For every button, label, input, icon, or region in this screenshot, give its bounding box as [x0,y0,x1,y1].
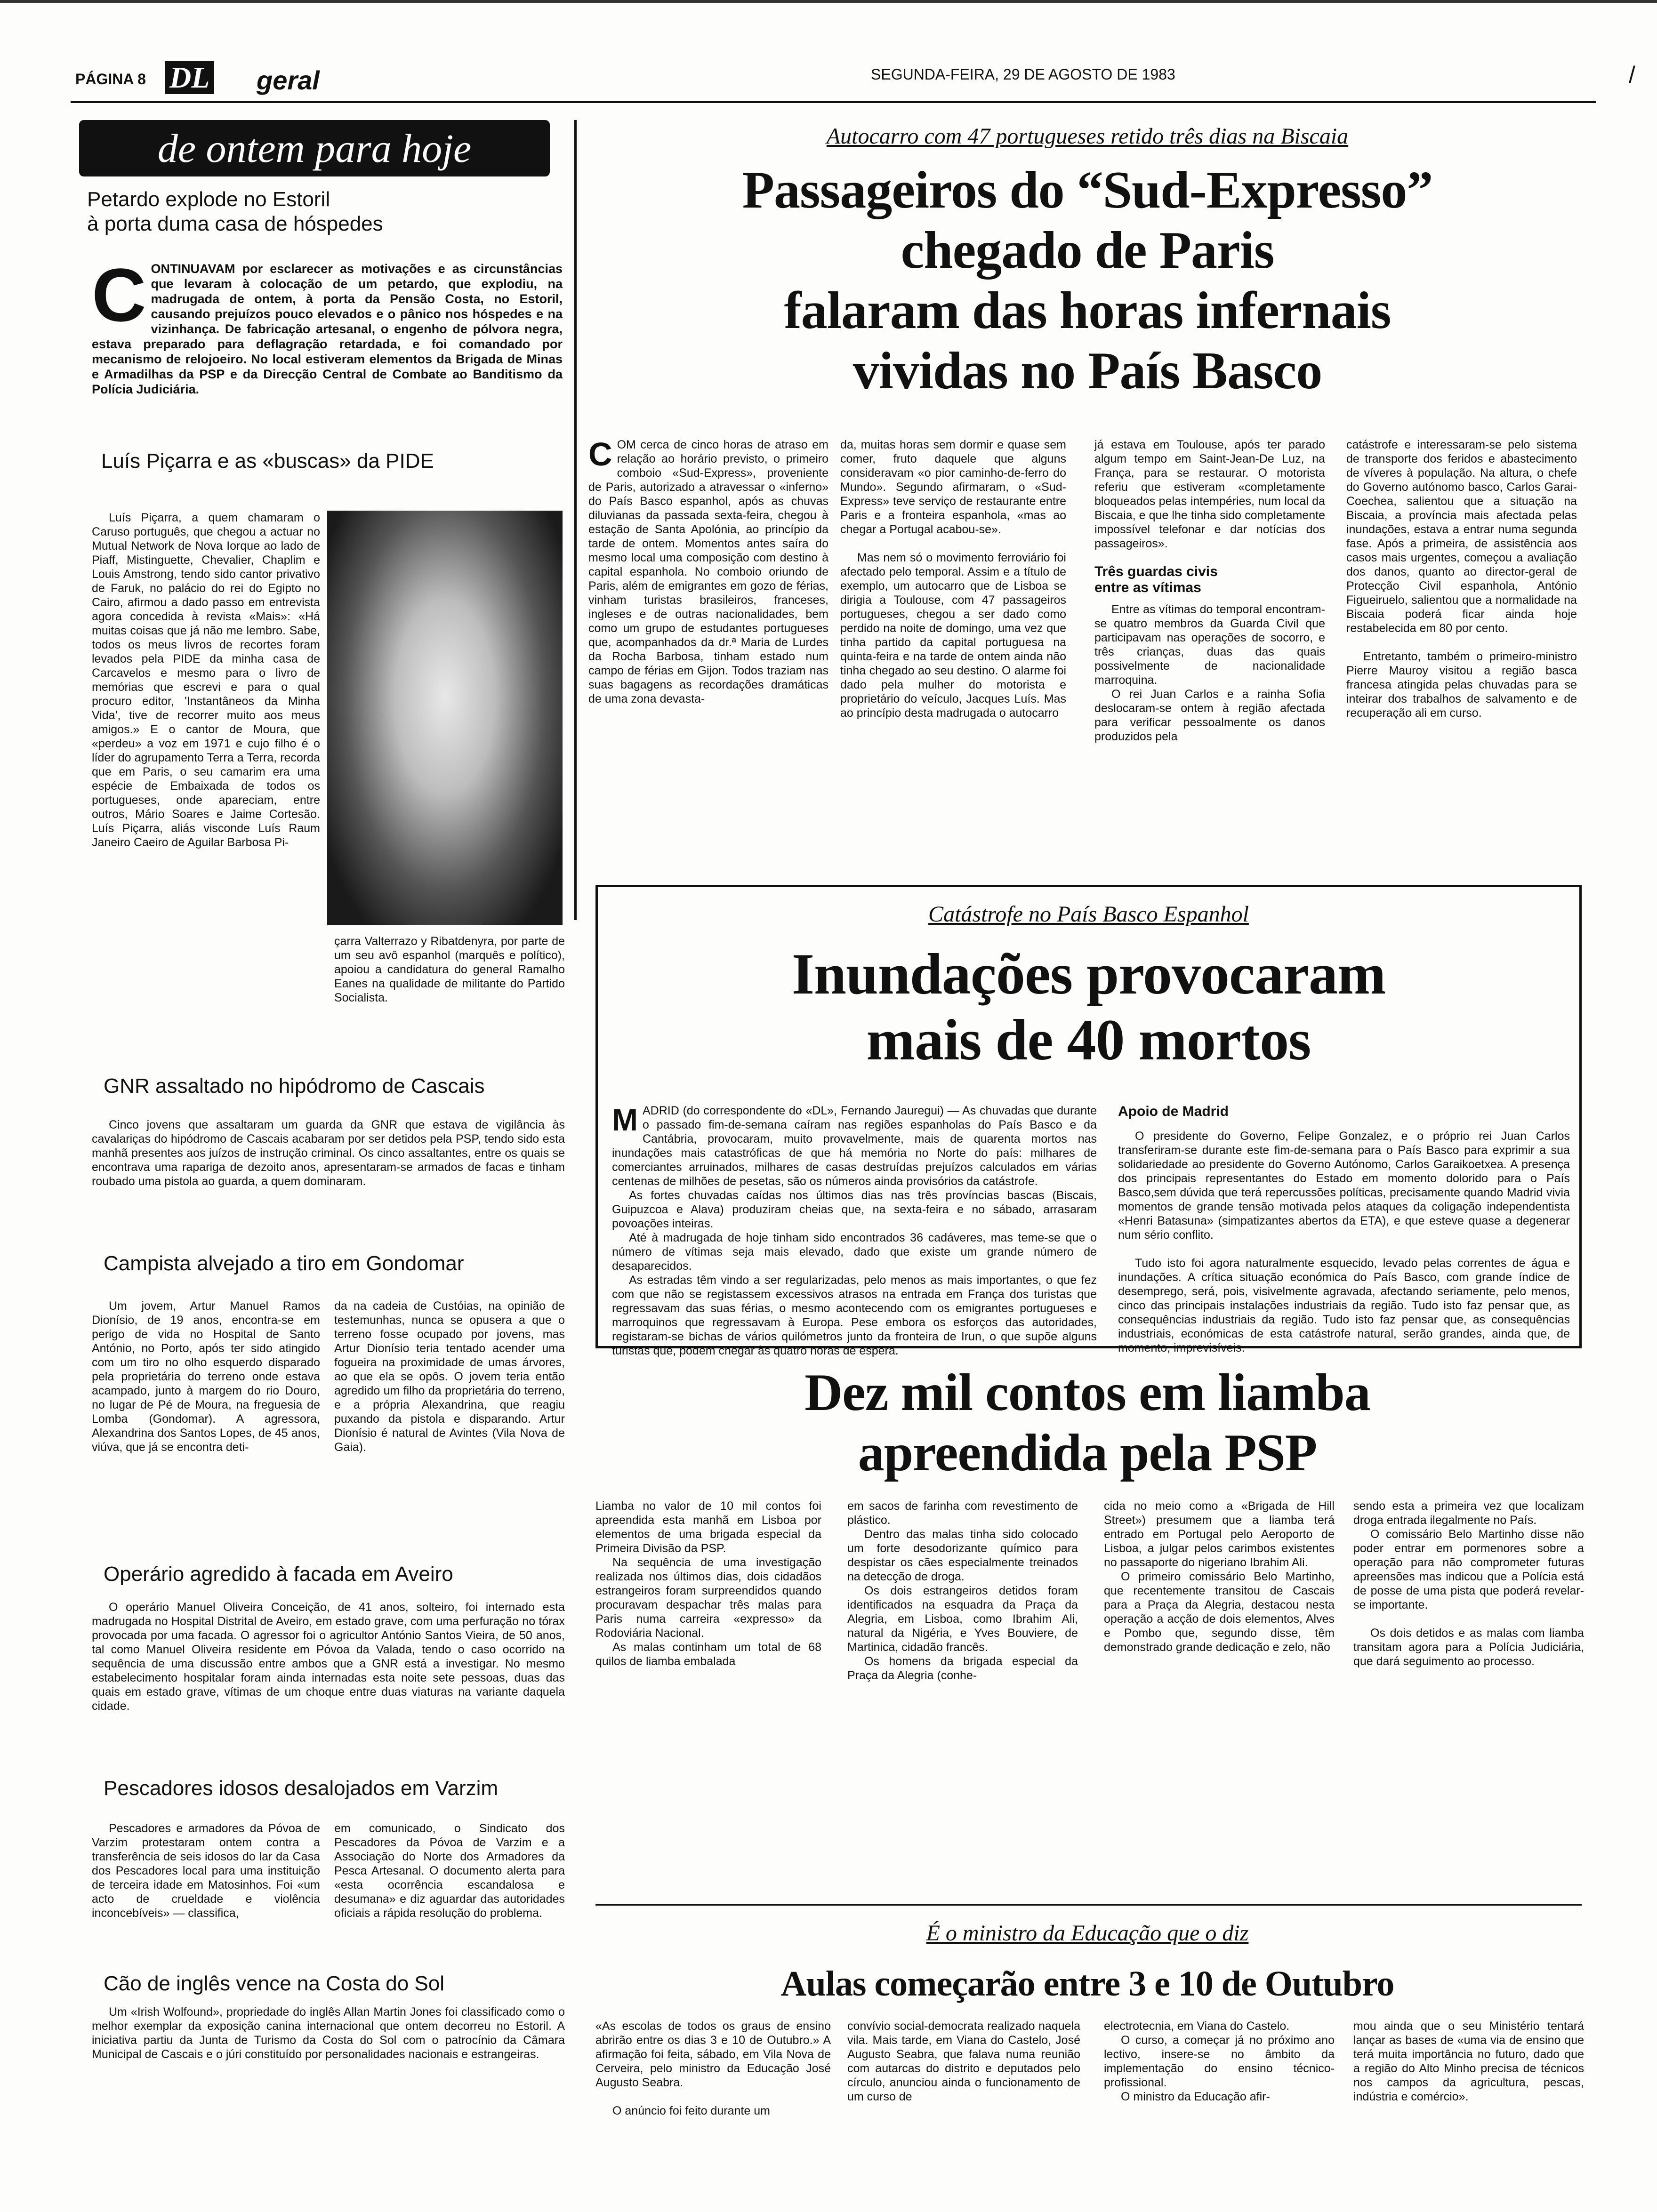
sud-col-1 [588,438,828,706]
section-name: geral [257,65,320,95]
aulas-col-3 [1104,2019,1335,2104]
story-petardo-title: Petardo explode no Estoril à porta duma casa de hóspedes [87,188,383,235]
newspaper-logo: DL [165,61,214,94]
sud-col-2 [840,438,1066,720]
liamba-col-2 [847,1499,1078,1683]
story-pescadores-text-b: em comunicado, o Sindicato dos Pescadores da Póvoa de Varzim e a Associação do Norte dos Armadores da Pesca Artesanal. O documento alerta para «esta ocorrência escandalosa e desumana» e diz aguardar das autoridades oficiais a rápida resolução do problema. [334,1822,565,1920]
story-picarra-col-left [92,511,320,850]
story-operario-col [92,1600,565,1713]
aulas-col2a: convívio social-democrata realizado naquela vila. Mais tarde, em Viana do Castelo, José Augusto Seabra, que falava numa reunião com autarcas do distrito e deputados pelo círculo, anunciou ainda o funcionamento de um curso de [847,2020,1080,2103]
aulas-col4a: mou ainda que o seu Ministério tentará lançar as bases de «uma via de ensino que terá muita importância no futuro, dado que a região do Alto Minho precisa de técnicos nos campos da agricultura, pescas, indústria e comércio». [1353,2020,1584,2103]
aulas-headline: Aulas começarão entre 3 e 10 de Outubro [780,1964,1394,2004]
story-gnr-col [92,1118,565,1188]
dropcap-m: M [612,1102,638,1137]
flood-subhead-apoio: Apoio de Madrid [1118,1104,1229,1119]
story-picarra-text-b: çarra Valterrazo y Ribatdenyra, por parte de um seu avô espanhol (marquês e político), apoiou a candidatura do general Ramalho Eanes na qualidade de militante do Partido Socialista. [334,935,565,1004]
flood-col1d: As estradas têm vindo a ser regularizadas, pelo menos as mais importantes, o que fez com que não se registassem excessivos atrasos na entrada em França dos turistas que regressavam das suas férias, o mesmo acontecendo com os emigrantes portugueses e marroquinos que regressavam à Europa. Pese embora os esforços das autoridades, registaram-se bichas de vários quilómetros junto da fronteira de Irun, o que supõe alguns turistas que, podem chegar às quatro horas de espera. [612,1274,1097,1357]
story-pescadores-col-right [334,1821,565,1920]
sud-col4a: catástrofe e interessaram-se pelo sistema de transporte dos feridos e abastecimento de víveres à população. Na altura, o chefe do Governo autónomo basco, Carlos Garai-Coechea, salientou que a situação na Biscaia, a província mais afectada pelas inundações, estava a entrar numa segunda fase. Após a primeira, de assistência aos casos mais urgentes, começou a avaliação dos danos, quanto ao director-geral de Protecção Civil espanhola, António Figueiruelo, salientou que a normalidade na Biscaia poderá ficar ainda hoje restabelecida em 80 por cento. [1346,438,1577,635]
story-gnr-title: GNR assaltado no hipódromo de Cascais [104,1074,485,1098]
sud-col2a: da, muitas horas sem dormir e quase sem comer, fruto daquele que alguns consideravam «o pior caminho-de-ferro do Mundo». Segundo afirmaram, o «Sud-Express» teve serviço de restaurante entre Paris e a fronteira espanhola, «mas ao chegar a Portugal acabou-se». [840,438,1066,536]
dropcap-c: C [92,253,146,337]
flood-col-1 [612,1104,1097,1358]
sud-col3-subhead: Três guardas civis entre as vítimas [1094,564,1218,595]
sud-col3a: já estava em Toulouse, após ter parado algum tempo em Saint-Jean-De Luz, na França, para se restaurar. O motorista referiu que estiveram «completamente bloqueados pelas intempéries, num local da Biscaia, e que lhe tinha sido completamente impossível telefonar e dar notícias dos passageiros». [1094,438,1325,550]
liamba-col4c: Os dois detidos e as malas com liamba transitam agora para a Polícia Judiciária, que dará seguimento ao processo. [1353,1627,1584,1668]
sud-col3b: Entre as vítimas do temporal encontram-se quatro membros da Guarda Civil que participavam nas operações de socorro, e três crianças, duas das quais possivelmente de nacionalidade marroquina. [1094,603,1325,687]
story-picarra-col-right [334,934,565,1005]
story-petardo-lead [92,253,563,397]
sud-col1-text: OM cerca de cinco horas de atraso em relação ao horário previsto, o primeiro comboio «Sud-Express», proveniente de Paris, autorizado a atravessar o «inferno» do País Basco espanhol, após as chuvas diluvianas da passada sexta-feira, chegou à estação de Santa Apolónia, ao princípio da tarde de ontem. Momentos antes saíra do mesmo local uma composição com destino à capital espanhola. No comboio oriundo de Paris, além de emigrantes em gozo de férias, vinham turistas brasileiros, franceses, ingleses e de outras nacionalidades, bem como um grupo de estudantes portugueses que, acompanhados da dr.ª Maria de Lurdes da Rocha Barbosa, tinham estado num campo de férias em Gijon. Todos traziam nas suas bagagens as recordações dramáticas de uma zona devasta- [588,438,828,705]
sud-headline: Passageiros do “Sud-Expresso” chegado de Paris falaram das horas infernais vividas no País Basco [742,161,1433,400]
sud-col2b: Mas nem só o movimento ferroviário foi afectado pelo temporal. Assim e a título de exemplo, um autocarro que de Lisboa se dirigia a Toulouse, com 47 passageiros portugueses, chegou a ser dado como perdido na noite de domingo, uma vez que tinha partido da capital portuguesa na quinta-feira e na tarde de ontem ainda não tinha chegado ao seu destino. O alarme foi dado pela mulher do motorista e proprietário do veículo, Jacques Luís. Mas ao princípio desta madrugada o autocarro [840,551,1066,720]
sud-kicker: Autocarro com 47 portugueses retido três dias na Biscaia [826,124,1349,149]
liamba-headline: Dez mil contos em liamba apreendida pela PSP [804,1363,1370,1482]
liamba-col3b: O primeiro comissário Belo Martinho, que recentemente transitou de Cascais para a Praça da Alegria, destacou nesta operação a acção de dois elementos, Alves e Pombo que, segundo disse, têm demonstrado grande dedicação e zelo, não [1104,1570,1335,1654]
dropcap-c-sud: C [588,436,612,473]
aulas-col-2 [847,2019,1080,2104]
liamba-col4a: sendo esta a primeira vez que localizam droga entrada ilegalmente no País. [1353,1499,1584,1527]
aulas-col-4 [1353,2019,1584,2104]
aulas-col-1 [595,2019,831,2118]
aulas-col3a: electrotecnia, em Viana do Castelo. [1104,2020,1290,2033]
story-petardo-text: ONTINUAVAM por esclarecer as motivações e as circunstâncias que levaram à colocação de um petardo, que explodiu, na madrugada de ontem, à porta da Pensão Costa, no Estoril, causando prejuízos pouco elevados e o pânico nos hóspedes e na vizinhança. De fabricação artesanal, o engenho de pólvora negra, estava preparado para deflagração retardada, e foi comandado por mecanismo de relojoeiro. No local estiveram elementos da Brigada de Minas e Armadilhas da PSP e da Direcção Central de Combate ao Banditismo da Polícia Judiciária. [92,262,563,396]
liamba-col1a: Liamba no valor de 10 mil contos foi apreendida esta manhã em Lisboa por elementos de uma brigada especial da Primeira Divisão da PSP. [595,1499,821,1555]
sud-col-4 [1346,438,1577,720]
liamba-col1c: As malas continham um total de 68 quilos de liamba embalada [595,1641,821,1668]
flood-col2a: O presidente do Governo, Felipe Gonzalez, e o próprio rei Juan Carlos transferiram-se durante este fim-de-semana para o País Basco para exprimir a sua solidariedade ao presidente do Governo Autónomo, Carlos Garaikoetxea. A presença dos principais representantes do Estado em momento dolorido para o País Basco,sem dúvida que terá repercussões políticas, precisamente quando Madrid vivia momentos de grande tensão motivada pelos ataques da coligação independentista «Henri Batasuna» (simpatizantes abertos da ETA), e que esteve quase a degenerar num sério conflito. [1118,1130,1570,1242]
aulas-col1b: O anúncio foi feito durante um [612,2104,770,2117]
liamba-col3a: cida no meio como a «Brigada de Hill Street») presumem que a liamba terá entrado em Portugal pelo Aeroporto de Lisboa, a julgar pelos carimbos existentes no passaporte do nigeriano Ibrahim Ali. [1104,1499,1335,1569]
story-cao-col [92,2005,565,2061]
aulas-col1a: «As escolas de todos os graus de ensino abrirão entre os dias 3 e 10 de Outubro.» A afirmação foi feita, sábado, em Vila Nova de Cerveira, pelo ministro da Educação José Augusto Seabra. [595,2020,831,2089]
story-operario-text: O operário Manuel Oliveira Conceição, de 41 anos, solteiro, foi internado esta madrugada no Hospital Distrital de Aveiro, em estado grave, com uma perfuração no tórax provocada por uma facada. O agressor foi o agricultor António Santos Vieira, de 50 anos, tal como Manuel Oliveira residente em Póvoa da Valada, tendo o caso ocorrido na sequência de uma discussão entre ambos que a GNR está a investigar. No mesmo estabelecimento hospitalar foram ainda internadas esta noite sete pessoas, duas das quais em estado grave, vítimas de um choque entre duas viaturas na variante daquela cidade. [92,1601,565,1713]
flood-col1a: ADRID (do correspondente do «DL», Fernando Jauregui) — As chuvadas que durante o passado fim-de-semana caíram nas regiões espanholas do País Basco e da Cantábria, provocaram, muito provavelmente, mais de quarenta mortos nas inundações mais catastróficas de que há memória no Norte do país: milhares de comerciantes arruinados, milhares de casas destruídas prejuízos calculados em várias centenas de milhões de pesetas, são os números ainda provisórios da catástrofe. [612,1104,1097,1188]
story-campista-text-a: Um jovem, Artur Manuel Ramos Dionísio, de 19 anos, encontra-se em perigo de vida no Hospital de Santo António, no Porto, após ter sido atingido com um tiro no olho esquerdo disparado pela proprietária do terreno onde estava acampado, junto à margem do rio Douro, no lugar de Pé de Moura, na freguesia de Lomba (Gondomar). A agressora, Alexandrina dos Santos Lopes, de 45 anos, viúva, que já se encontra deti- [92,1299,320,1454]
story-gnr-text: Cinco jovens que assaltaram um guarda da GNR que estava de vigilância às cavalariças do hipódromo de Cascais acabaram por ser detidos pela PSP, tendo sido esta manhã presentes aos juízos de instrução criminal. Os cinco assaltantes, entre os quais se encontrava uma rapariga de dezoito anos, apresentaram-se armados de facas e tinham roubado uma pistola ao guarda, a quem dominaram. [92,1118,565,1188]
story-campista-col-left [92,1299,320,1454]
aulas-col3b: O curso, a começar já no próximo ano lectivo, insere-se no âmbito da implementação do ensino técnico-profissional. [1104,2034,1335,2089]
aulas-top-rule [595,1904,1582,1906]
flood-headline: Inundações provocaram mais de 40 mortos [791,942,1386,1072]
liamba-col2c: Os dois estrangeiros detidos foram identificados na esquadra da Praça da Alegria, em Lisboa, como Ibrahim Ali, natural da Nigéria, e Yves Bouviere, de Martinica, cidadão francês. [847,1584,1078,1654]
story-picarra-title: Luís Piçarra e as «buscas» da PIDE [101,449,434,473]
story-campista-col-right [334,1299,565,1454]
story-pescadores-col-left [92,1821,320,1920]
flood-kicker: Catástrofe no País Basco Espanhol [928,902,1249,927]
liamba-col-1 [595,1499,821,1668]
banner-text: de ontem para hoje [157,126,472,171]
liamba-col1b: Na sequência de uma investigação realizada nos últimos dias, dois cidadãos estrangeiros foram surpreendidos quando procuravam despachar três malas para Paris numa carreira «expresso» da Rodoviária Nacional. [595,1556,821,1640]
liamba-col-3 [1104,1499,1335,1654]
banner-de-ontem-para-hoje [79,120,550,176]
story-operario-title: Operário agredido à facada em Aveiro [104,1563,453,1586]
photo-luis-picarra [327,511,563,925]
flood-col-2 [1118,1104,1570,1355]
flood-col1c: Até à madrugada de hoje tinham sido encontrados 36 cadáveres, mas teme-se que o número de vítimas seja mais elevado, dado que existe um grande número de desaparecidos. [612,1231,1097,1273]
liamba-col2d: Os homens da brigada especial da Praça da Alegria (conhe- [847,1655,1078,1682]
sud-col3c: O rei Juan Carlos e a rainha Sofia deslocaram-se ontem à região afectada para verificar pessoalmente os danos produzidos pela [1094,688,1325,743]
story-pescadores-text-a: Pescadores e armadores da Póvoa de Varzim protestaram ontem contra a transferência de seis idosos do lar da Casa dos Pescadores local para uma instituição de terceira idade em Matosinhos. Foi «um acto de crueldade e violência inconcebíveis» — classifica, [92,1822,320,1920]
liamba-col4b: O comissário Belo Martinho disse não poder entrar em pormenores sobre a operação para não comprometer futuras apreensões mas indicou que a Polícia está de posse de uma pista que poderá revelar-se importante. [1353,1528,1584,1611]
flood-col2b: Tudo isto foi agora naturalmente esquecido, levado pelas correntes de água e inundações. A crítica situação económica do País Basco, com grande índice de desemprego, será, pois, visivelmente agravada, afectando seriamente, pelo menos, cinco das principais instalações industriais da região. Tudo isto faz pensar que, as consequências industriais da região. Tudo isto faz pensar que, as consequências industriais, económicas de esta catástrofe natural, serão grandes, ainda que, de momento, imprevisíveis. [1118,1257,1570,1354]
masthead-rule [71,101,1596,103]
flood-col1b: As fortes chuvadas caídas nos últimos dias nas três províncias bascas (Biscais, Guipuzcoa e Alava) produziram cheias que, na sexta-feira e no sábado, arrasaram povoações inteiras. [612,1189,1097,1230]
left-column-border [574,120,577,920]
sud-col-3 [1094,438,1325,744]
story-cao-title: Cão de inglês vence na Costa do Sol [104,1972,445,1995]
liamba-col2a: em sacos de farinha com revestimento de plástico. [847,1499,1078,1527]
page-number: PÁGINA 8 [75,71,146,88]
sud-col4b: Entretanto, também o primeiro-ministro Pierre Mauroy visitou a região basca francesa atingida pelas chuvadas para se inteirar dos trabalhos de salvamento e de recuperação ali em curso. [1346,650,1577,720]
story-picarra-text-a: Luís Piçarra, a quem chamaram o Caruso português, que chegou a actuar no Mutual Network de Nova Iorque ao lado de Piaff, Mistinguette, Chevalier, Chaplim e Louis Amstrong, tendo sido cantor privativo de Faruk, no palácio do rei do Egipto no Cairo, afirmou a dado passo em entrevista agora concedida à revista «Mais»: «Há muitas coisas que já não me lembro. Sabe, todos os meus livros de recortes foram levados pela PIDE da minha casa de Carcavelos e mesmo para o livro de memórias que escrevi e para o qual procuro editor, 'Instantâneos da Minha Vida', tive de recorrer muito aos meus amigos.» E o cantor de Moura, que «perdeu» a voz em 1971 e cujo filho é o líder do agrupamento Terra a Terra, recorda que em Paris, o seu camarim era uma espécie de Embaixada de todos os portugueses, onde apareciam, entre outros, Mário Soares e Jaime Cortesão. Luís Piçarra, aliás visconde Luís Raum Janeiro Caeiro de Aguilar Barbosa Pi- [92,511,320,849]
top-border [0,0,1657,3]
aulas-kicker: É o ministro da Educação que o diz [926,1921,1249,1946]
page-corner-mark: / [1629,62,1635,88]
story-cao-text: Um «Irish Wolfound», propriedade do inglês Allan Martin Jones foi classificado como o melhor exemplar da exposição canina internacional que ontem decorreu no Estoril. A iniciativa partiu da Junta de Turismo da Costa do Sol com o patrocínio da Câmara Municipal de Cascais e o júri constituído por personalidades nacionais e estrangeiras. [92,2005,565,2061]
liamba-col2b: Dentro das malas tinha sido colocado um forte desodorizante químico para despistar os cães especialmente treinados na detecção de droga. [847,1528,1078,1583]
story-pescadores-title: Pescadores idosos desalojados em Varzim [104,1777,499,1800]
liamba-col-4 [1353,1499,1584,1668]
story-campista-title: Campista alvejado a tiro em Gondomar [104,1252,464,1275]
aulas-col3c: O ministro da Educação afir- [1121,2090,1270,2103]
issue-date: SEGUNDA-FEIRA, 29 DE AGOSTO DE 1983 [871,66,1175,83]
story-campista-text-b: da na cadeia de Custóias, na opinião de testemunhas, nunca se opusera a que o terreno fosse ocupado por jovens, mas Artur Dionísio teria tentado acender uma fogueira na proximidade de umas árvores, ao que ela se opôs. O jovem teria então agredido um filho da proprietária do terreno, e a própria Alexandrina, que reagiu puxando da pistola e disparando. Artur Dionísio é natural de Avintes (Vila Nova de Gaia). [334,1299,565,1454]
